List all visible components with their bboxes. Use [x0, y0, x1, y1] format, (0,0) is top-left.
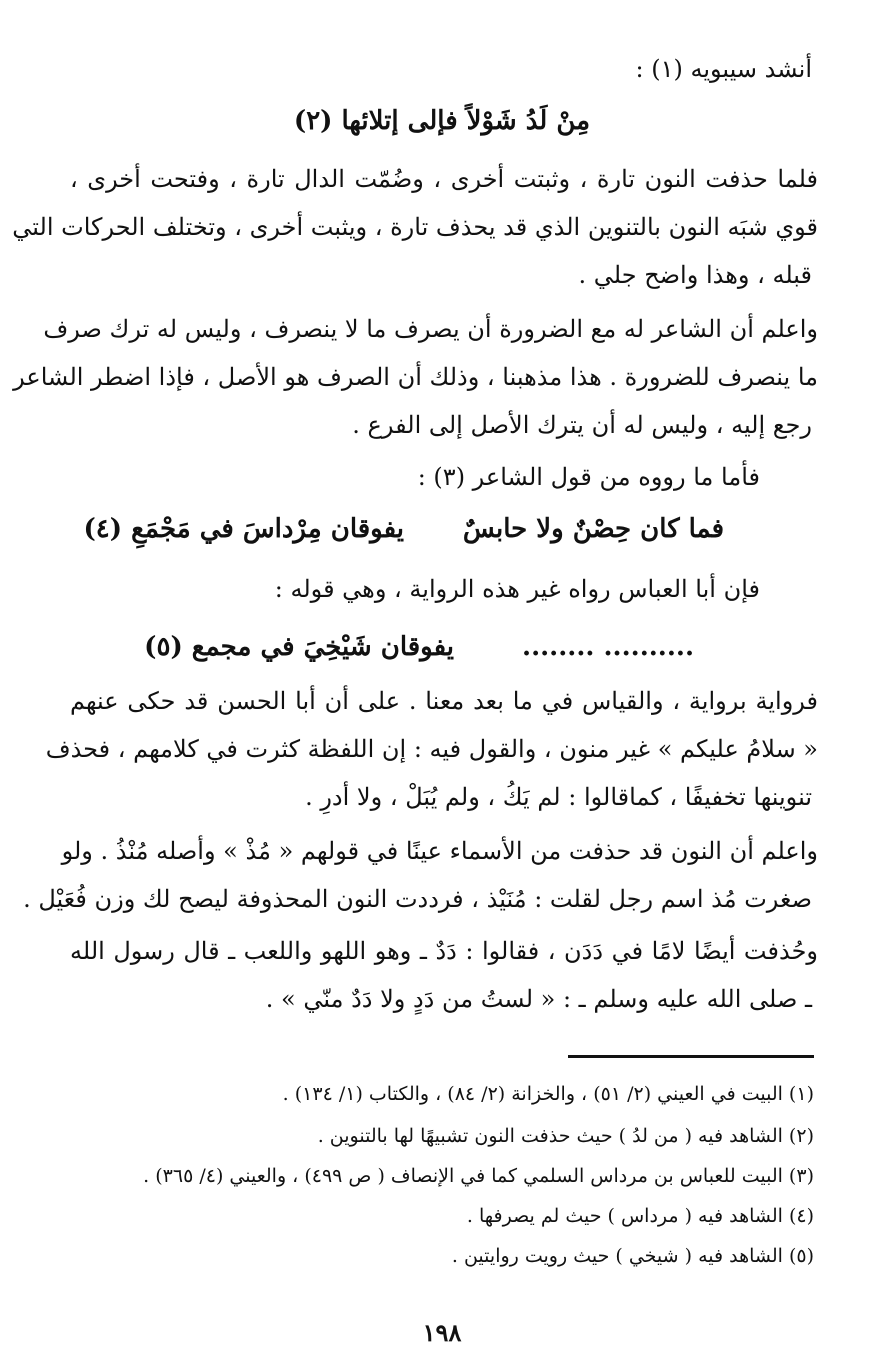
footnote-3: (٣) البيت للعباس بن مرداس السلمي كما في الإنصاف ( ص ٤٩٩) ، والعيني (٤/ ٣٦٥) . [143, 1165, 814, 1187]
verse-3-second-hemistich: يفوقان شَيْخِيَ في مجمع (٥) [144, 632, 454, 662]
intro-line: أنشد سيبويه (١) : [635, 55, 812, 83]
footnote-1: (١) البيت في العيني (٢/ ٥١) ، والخزانة (٢/ ٨٤) ، والكتاب (١/ ١٣٤) . [282, 1083, 814, 1105]
paragraph-5-line-2: « سلامُ عليكم » غير منون ، والقول فيه : إن اللفظة كثرت في كلامهم ، فحذف [45, 735, 818, 763]
footnote-4: (٤) الشاهد فيه ( مرداس ) حيث لم يصرفها . [466, 1205, 814, 1227]
footnote-separator [568, 1055, 814, 1058]
verse-2-second-hemistich: يفوقان مِرْداسَ في مَجْمَعِ (٤) [83, 514, 404, 544]
verse-2-first-hemistich: فما كان حِصْنٌ ولا حابسٌ [462, 514, 724, 544]
paragraph-1-line-3: قبله ، وهذا واضح جلي . [578, 261, 812, 289]
verse-1: مِنْ لَدُ شَوْلاً فإلى إتلائها (٢) [293, 106, 591, 136]
footnote-5: (٥) الشاهد فيه ( شيخي ) حيث رويت روايتين . [451, 1245, 814, 1267]
paragraph-1-line-2: قوي شبَه النون بالتنوين الذي قد يحذف تارة ، ويثبت أخرى ، وتختلف الحركات التي [12, 213, 818, 241]
footnote-2: (٢) الشاهد فيه ( من لدُ ) حيث حذفت النون تشبيهًا لها بالتنوين . [317, 1125, 814, 1147]
paragraph-2-line-3: رجع إليه ، وليس له أن يترك الأصل إلى الفرع . [352, 411, 812, 439]
paragraph-4-line-1: فإن أبا العباس رواه غير هذه الرواية ، وهي قوله : [274, 575, 760, 603]
paragraph-6-line-1: واعلم أن النون قد حذفت من الأسماء عينًا في قولهم « مُذْ » وأصله مُنْذُ . ولو [61, 837, 818, 865]
paragraph-6-line-2: صغرت مُذ اسم رجل لقلت : مُنَيْذ ، فرددت النون المحذوفة ليصح لك وزن فُعَيْل . [23, 885, 812, 913]
verse-3-first-hemistich: .......... ........ [522, 632, 694, 662]
paragraph-2-line-2: ما ينصرف للضرورة . هذا مذهبنا ، وذلك أن الصرف هو الأصل ، فإذا اضطر الشاعر [13, 363, 818, 391]
paragraph-1-line-1: فلما حذفت النون تارة ، وثبتت أخرى ، وضُمّت الدال تارة ، وفتحت أخرى ، [70, 165, 819, 193]
paragraph-7-line-2: ـ صلى الله عليه وسلم ـ : « لستُ من دَدٍ ولا دَدٌ منّي » . [265, 985, 812, 1013]
paragraph-5-line-1: فرواية برواية ، والقياس في ما بعد معنا . على أن أبا الحسن قد حكى عنهم [70, 687, 818, 715]
page-number: ١٩٨ [422, 1318, 462, 1347]
paragraph-5-line-3: تنوينها تخفيفًا ، كماقالوا : لم يَكُ ، ولم يُبَلْ ، ولا أدرِ . [305, 783, 812, 811]
paragraph-3-line-1: فأما ما رووه من قول الشاعر (٣) : [417, 463, 760, 491]
paragraph-2-line-1: واعلم أن الشاعر له مع الضرورة أن يصرف ما لا ينصرف ، وليس له ترك صرف [43, 315, 818, 343]
paragraph-7-line-1: وحُذفت أيضًا لامًا في دَدَن ، فقالوا : دَدٌ ـ وهو اللهو واللعب ـ قال رسول الله [70, 937, 818, 965]
